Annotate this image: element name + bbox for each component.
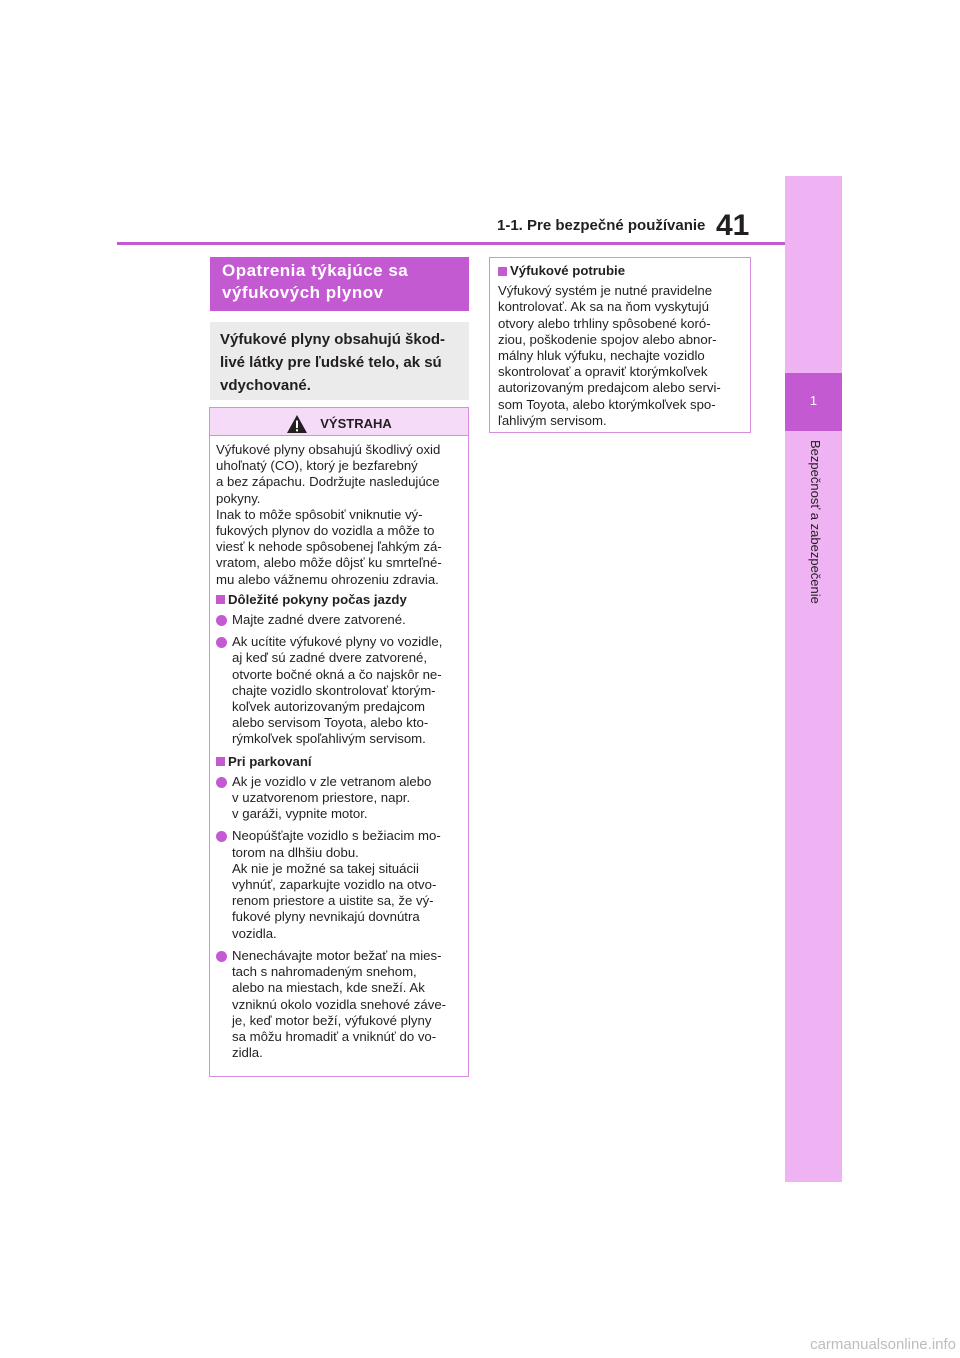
round-bullet-icon (216, 637, 227, 648)
driving-heading-text: Dôležité pokyny počas jazdy (228, 591, 407, 607)
round-bullet-icon (216, 777, 227, 788)
exhaust-subheading (498, 263, 744, 279)
section-title: Opatrenia týkajúce sa výfukových plynov (210, 257, 469, 311)
parking-heading-text: Pri parkovaní (228, 753, 312, 769)
round-bullet-icon (216, 831, 227, 842)
list-item-text: Ak ucítite výfukové plyny vo vozidle, aj keď sú zadné dvere zatvorené, otvorte bočné okná a čo najskôr ne- chajte vozidlo skontrolovať ktorým- koľvek autorizovaným predajcom alebo servisom Toyota, alebo kto- rýmkoľvek spoľahlivým servisom. (232, 634, 443, 747)
list-item (216, 634, 462, 747)
header-title: 1-1. Pre bezpečné používanie (497, 217, 706, 234)
page-number: 41 (716, 209, 750, 242)
round-bullet-icon (216, 615, 227, 626)
list-item-text: Majte zadné dvere zatvorené. (232, 612, 406, 628)
section-intro-text: Výfukové plyny obsahujú škod- livé látky pre ľudské telo, ak sú vdychované. (220, 331, 446, 394)
square-bullet-icon (498, 267, 507, 276)
round-bullet-icon (216, 951, 227, 962)
square-bullet-icon (216, 757, 225, 766)
list-item-text: Nenechávajte motor bežať na mies- tach s nahromadeným snehom, alebo na miestach, kde sneží. Ak vzniknú okolo vozidla snehové záve- je, keď motor beží, výfukové plyny sa môžu hromadiť a vniknúť do vo- zidla. (232, 947, 447, 1061)
warning-triangle-icon (286, 414, 308, 434)
section-intro (210, 322, 469, 400)
warning-header (210, 408, 468, 436)
chapter-number: 1 (809, 393, 818, 408)
parking-subheading (216, 754, 462, 770)
square-bullet-icon (216, 595, 225, 604)
list-item-text: Neopúšťajte vozidlo s bežiacim mo- torom na dlhšiu dobu. Ak nie je možné sa takej situácii vyhnúť, zaparkujte vozidlo na otvo- renom priestore a uistite sa, že vý- fukové plyny nevnikajú dovnútra vozidla. (232, 828, 441, 941)
list-item (216, 612, 462, 628)
sidebar-background (785, 176, 842, 1182)
exhaust-heading-text: Výfukové potrubie (510, 263, 626, 278)
warning-paragraph: Výfukové plyny obsahujú škodlivý oxid uhoľnatý (CO), ktorý je bezfarebný a bez zápachu. Dodržujte nasledujúce pokyny. Inak to môže spôsobiť vniknutie vý- fukových plynov do vozidla a môže to viesť k nehode spôsobenej ľahkým zá- vratom, alebo môže dôjsť ku smrteľné- mu alebo vážnemu ohrozeniu zdravia. (216, 442, 442, 587)
warning-body (210, 436, 468, 1061)
chapter-tab (785, 373, 842, 431)
list-item-text: Ak je vozidlo v zle vetranom alebo v uzatvorenom priestore, napr. v garáži, vypnite motor. (232, 773, 432, 822)
exhaust-pipe-box (489, 257, 751, 433)
exhaust-text: Výfukový systém je nutné pravidelne kontrolovať. Ak sa na ňom vyskytujú otvory alebo trhliny spôsobené koró- ziou, poškodenie spojov alebo abnor- málny hluk výfuku, nechajte vozidlo skontrolovať a opraviť ktorýmkoľvek autorizovaným predajcom alebo servi- som Toyota, alebo ktorýmkoľvek spo- ľahlivým servisom. (498, 283, 721, 428)
footer-watermark: carmanualsonline.info (810, 1336, 956, 1353)
header-rule (117, 242, 785, 245)
driving-subheading (216, 592, 462, 608)
warning-box (209, 407, 469, 1077)
list-item (216, 948, 462, 1061)
list-item (216, 774, 462, 823)
list-item (216, 828, 462, 941)
warning-heading: VÝSTRAHA (320, 416, 392, 431)
chapter-label: Bezpečnosť a zabezpečenie (808, 440, 823, 604)
